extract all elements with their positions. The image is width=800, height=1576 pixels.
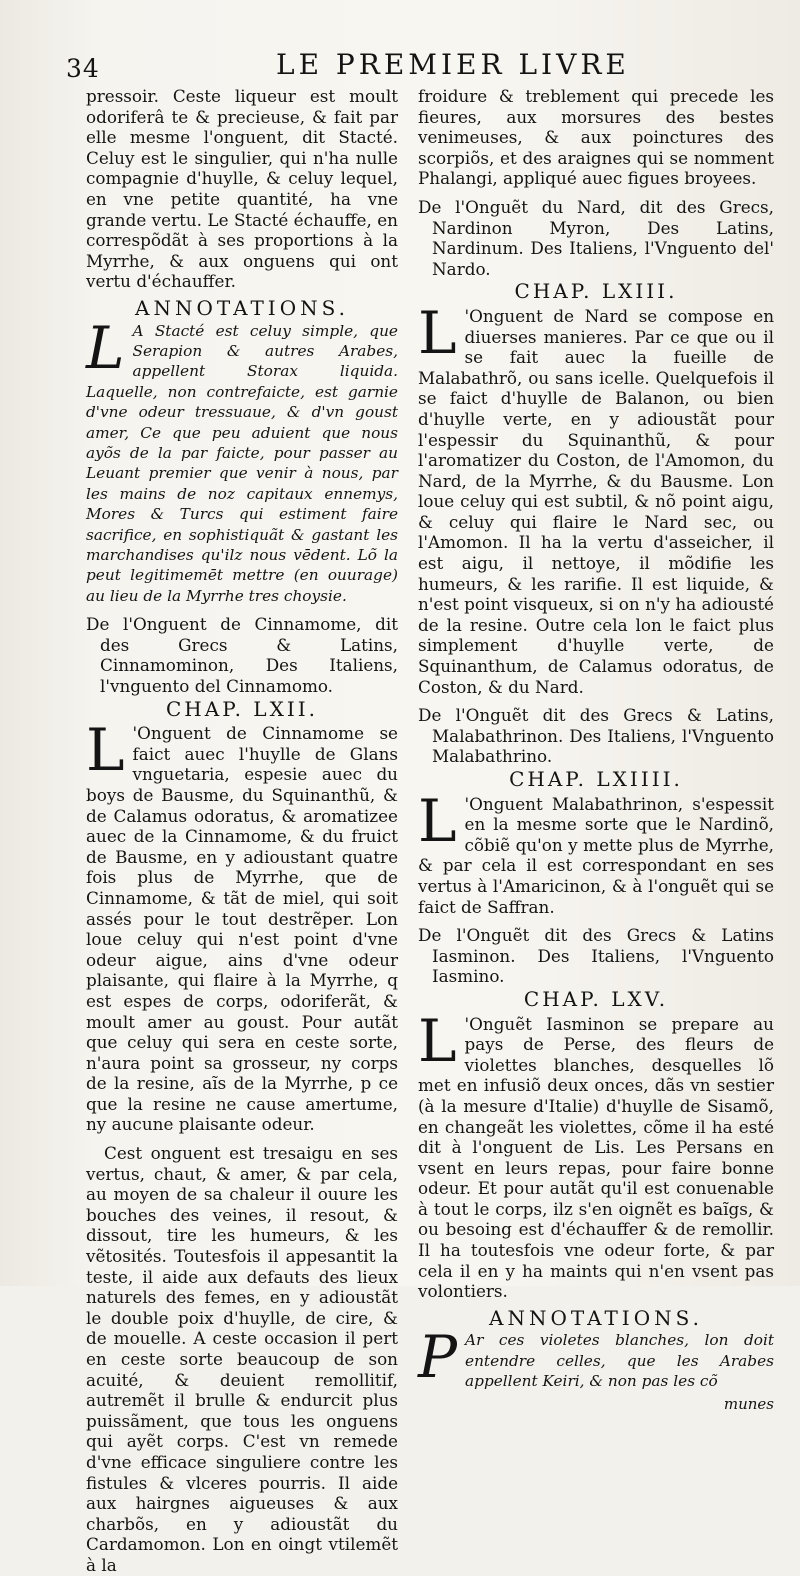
running-head: LE PREMIER LIVRE <box>276 48 630 81</box>
chapter-lxiii-text: 'Onguent de Nard se compose en diuerses manieres. Par ce que ou il se fait auec la fueille de Malabathrõ, ou sans icelle. Quelquefois il se faict d'huylle de Balanon, ou bien d'huylle verte, en y adioustãt pour l'espessir du Squinanthũ, & pour l'aromatizer du Coston, de l'Amomon, du Nard, de la Myrrhe, & du Bausme. Lon loue celuy qui est subtil, & nõ point aigu, & celuy qui flaire le Nard sec, ou l'Amomon. Il ha la vertu d'asseicher, il est aigu, il nettoye, il mõdifie les humeurs, & les rarifie. Il est liquide, & n'est point visqueux, si on n'y ha adiousté de la resine. Outre cela lon le faict plus simplement d'huylle verte, de Squinanthum, de Calamus odoratus, de Coston, & du Nard. <box>418 305 774 697</box>
chapter-lxiiii-text: 'Onguent Malabathrinon, s'espessit en la mesme sorte que le Nardinõ, cõbiẽ qu'on y mette plus de Myrrhe, & par cela il est correspondant en ses vertus à l'Amaricinon, & à l'onguẽt qui se faict de Saffran. <box>418 793 774 917</box>
annotations-heading: ANNOTATIONS. <box>135 295 349 320</box>
right-column <box>418 86 774 1414</box>
dropcap-letter: P <box>418 1323 458 1392</box>
chapter-lxii-text: 'Onguent de Cinnamome se faict auec l'huylle de Glans vnguetaria, espesie auec du boys de Bausme, du Squinanthũ, & de Calamus odoratus, & aromatizee auec de la Cinnamome, & du fruict de Bausme, en y adioustant quatre fois plus de Myrrhe, que de Cinnamome, & tãt de miel, qui soit assés pour le tout destrẽper. Lon loue celuy qui n'est point d'vne odeur aigue, ains d'vne odeur plaisante, qui flaire à la Myrrhe, q est espes de corps, odoriferãt, & moult amer au goust. Pour autãt que celuy qui sera en ceste sorte, n'aura point sa grosseur, ny corps de la resine, aĩs de la Myrrhe, p ce que la resine ne cause amertume, ny aucune plaisante odeur. <box>86 723 398 1135</box>
dropcap-letter: L <box>418 1006 457 1075</box>
chapter-lxiiii-text-block <box>418 786 774 918</box>
annotations-text-block <box>86 313 398 607</box>
page-header <box>66 48 772 90</box>
chapter-lxiii-text-block <box>418 298 774 697</box>
dropcap-letter: L <box>86 313 125 382</box>
chapter-title-lxv: CHAP. LXV. <box>523 986 669 1011</box>
page-number: 34 <box>66 54 100 83</box>
section-heading-cinnamome: De l'Onguent de Cinnamome, dit des Grecs & Latins, Cinnamominon, Des Italiens, l'vnguento del Cinnamomo. <box>86 614 398 696</box>
chapter-lxv-text-block <box>418 1006 774 1302</box>
chapter-lxv-text: 'Onguẽt Iasminon se prepare au pays de Perse, des fleurs de violettes blanches, desquelles lõ met en infusiõ deux onces, dãs vn sestier (à la mesure d'Italie) d'huylle de Sisamõ, en changeãt les violettes, cõme il ha esté dit à l'onguent de Lis. Les Persans en vsent en leurs repas, pour faire bonne odeur. Et pour autãt qu'il est conuenable à tout le corps, ilz s'en oignẽt es baĩgs, & ou besoing est d'échauffer & de remollir. Il ha toutesfois vne odeur forte, & par cela il en y ha maints qui n'en vsent pas volontiers. <box>418 1013 774 1302</box>
left-column <box>86 86 398 1576</box>
annotations-text: A Stacté est celuy simple, que Serapion & autres Arabes, appellent Storax liquida. Laquelle, non contrefaicte, est garnie d'vne odeur tressuaue, & d'vn goust amer, Ce que peu aduient que nous ayõs de la par faicte, pour passer au Leuant premier que venir à nous, par les mains de noz capitaux ennemys, Mores & Turcs qui estiment faire sacrifice, en sophistiquãt & gastant les marchandises qu'ilz nous vēdent. Lõ la peut legitimemēt mettre (en ouurage) au lieu de la Myrrhe tres choysie. <box>86 321 398 605</box>
paragraph-continued: froidure & treblement qui precede les fieures, aux morsures des bestes venimeuses, & aux poinctures des scorpiõs, et des araignes qui se nomment Phalangi, appliqué auec figues broyees. <box>418 86 774 189</box>
section-heading-malabathrinon: De l'Onguẽt dit des Grecs & Latins, Malabathrinon. Des Italiens, l'Vnguento Malabathrino. <box>418 705 774 767</box>
dropcap-letter: L <box>418 298 457 367</box>
annotations-right-text-block <box>418 1323 774 1392</box>
chapter-title-lxii: CHAP. LXII. <box>166 696 318 721</box>
section-heading-iasminon: De l'Onguẽt dit des Grecs & Latins Iasminon. Des Italiens, l'Vnguento Iasmino. <box>418 925 774 987</box>
chapter-lxii-text-block <box>86 716 398 1135</box>
catchword: munes <box>723 1394 774 1413</box>
annotations-right-text: Ar ces violetes blanches, lon doit entendre celles, que les Arabes appellent Keiri, & non pas les cõ <box>465 1331 774 1391</box>
paragraph-intro: pressoir. Ceste liqueur est moult odoriferâ te & precieuse, & fait par elle mesme l'onguent, dit Stacté. Celuy est le singulier, qui n'ha nulle compagnie d'huylle, & celuy lequel, en vne petite quantité, ha vne grande vertu. Le Stacté échauffe, en correspõdãt à ses proportions à la Myrrhe, & aux onguens qui ont vertu d'échauffer. <box>86 86 398 292</box>
chapter-title-lxiiii: CHAP. LXIIII. <box>509 767 683 791</box>
paragraph-virtues: Cest onguent est tresaigu en ses vertus, chaut, & amer, & par cela, au moyen de sa chaleur il ouure les bouches des veines, il resout, & dissout, tire les humeurs, & les vẽtosités. Toutesfois il appesantit la teste, il aide aux defauts des lieux naturels des femes, en y adioustãt le double poix d'huylle, de cire, & de mouelle. A ceste occasion il pert en ceste sorte beaucoup de son acuité, & deuient remollitif, autremẽt il brulle & endurcit plus puissãment, que tous les onguens qui ayẽt corps. C'est vn remede d'vne efficace singuliere contre les fistules & vlceres pourris. Il aide aux hairgnes aigueuses & aux charbõs, en y adioustãt du Cardamomon. Lon en oingt vtilemẽt à la <box>86 1143 398 1575</box>
dropcap-letter: L <box>86 716 125 785</box>
section-heading-nard: De l'Onguẽt du Nard, dit des Grecs, Nardinon Myron, Des Latins, Nardinum. Des Italiens, l'Vnguento del' Nardo. <box>418 196 774 279</box>
annotations-heading-right: ANNOTATIONS. <box>489 1305 703 1330</box>
chapter-title-lxiii: CHAP. LXIII. <box>514 279 678 304</box>
dropcap-letter: L <box>418 786 457 855</box>
